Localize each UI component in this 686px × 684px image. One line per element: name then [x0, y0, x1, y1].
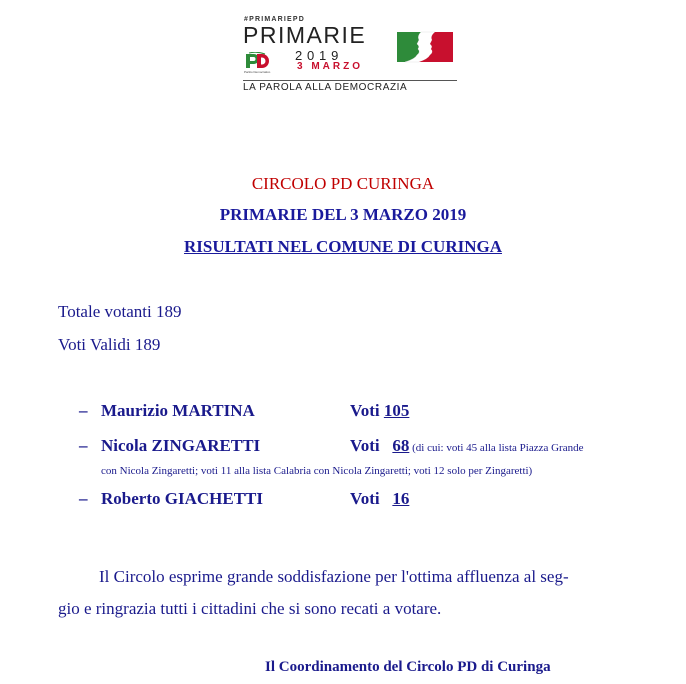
logo-year: 2019 — [295, 48, 344, 63]
candidate-name: Maurizio MARTINA — [101, 401, 255, 420]
votes-label: Voti — [350, 489, 393, 508]
votes-label: Voti — [350, 401, 384, 420]
logo-hashtag: #PRIMARIEPD — [244, 16, 306, 23]
pd-party-icon — [244, 52, 270, 70]
valid-votes: Voti Validi 189 — [58, 335, 161, 354]
logo-wordmark: PRIMARIE — [243, 22, 367, 48]
list-bullet: – — [79, 489, 88, 508]
votes-label: Voti — [350, 436, 393, 455]
pd-party-subtitle: Partito Democratico — [244, 70, 271, 74]
votes-count: 16 — [392, 489, 410, 508]
votes-count: 68 — [392, 436, 410, 455]
logo-date: 3 MARZO — [297, 61, 363, 72]
votes-breakdown-continued: con Nicola Zingaretti; voti 11 alla lista Calabria con Nicola Zingaretti; voti 12 solo per Zingaretti) — [101, 465, 533, 477]
candidate-votes — [350, 489, 409, 509]
profile-flag-icon — [393, 30, 457, 64]
candidate-name: Nicola ZINGARETTI — [101, 436, 261, 455]
document-title: PRIMARIE DEL 3 MARZO 2019 — [219, 205, 467, 224]
logo-tagline: LA PAROLA ALLA DEMOCRAZIA — [243, 82, 408, 93]
list-bullet: – — [79, 436, 88, 455]
signature: Il Coordinamento del Circolo PD di Curinga — [265, 659, 551, 675]
list-bullet: – — [79, 401, 88, 420]
candidate-votes — [350, 401, 409, 421]
candidate-votes — [350, 436, 583, 456]
paragraph-line-2: gio e ringrazia tutti i cittadini che si sono recati a votare. — [58, 599, 442, 618]
paragraph-line-1: Il Circolo esprime grande soddisfazione per l'ottima affluenza al seg- — [99, 567, 569, 586]
votes-breakdown: (di cui: voti 45 alla lista Piazza Grande — [409, 442, 584, 454]
primarie-logo — [243, 16, 457, 93]
votes-count: 105 — [383, 401, 410, 420]
circle-heading: CIRCOLO PD CURINGA — [251, 174, 435, 193]
document-subtitle: RISULTATI NEL COMUNE DI CURINGA — [183, 237, 503, 256]
logo-divider — [243, 80, 457, 81]
total-voters: Totale votanti 189 — [58, 302, 182, 321]
candidate-name: Roberto GIACHETTI — [101, 489, 263, 508]
closing-paragraph — [58, 561, 638, 625]
